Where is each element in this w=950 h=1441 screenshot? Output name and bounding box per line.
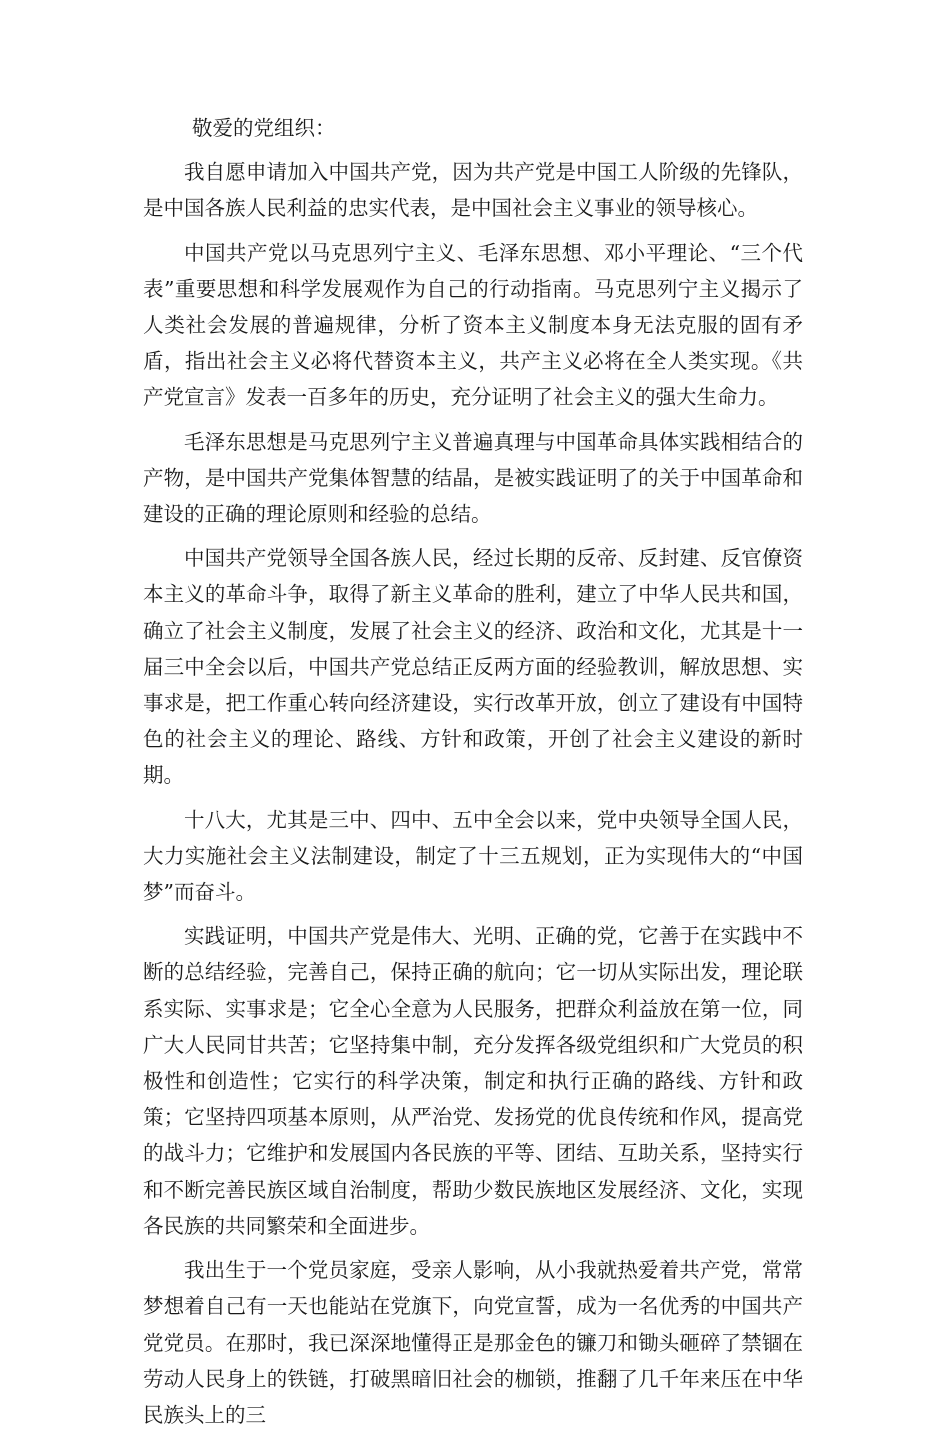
paragraph-5: 十八大，尤其是三中、四中、五中全会以来，党中央领导全国人民，大力实施社会主义法制建设，制定了十三五规划，正为实现伟大的“中国梦”而奋斗。	[143, 807, 803, 905]
paragraph-3: 毛泽东思想是马克思列宁主义普遍真理与中国革命具体实践相结合的产物，是中国共产党集体智慧的结晶，是被实践证明了的关于中国革命和建设的正确的理论原则和经验的总结。	[143, 429, 803, 527]
paragraph-1: 我自愿申请加入中国共产党，因为共产党是中国工人阶级的先锋队，是中国各族人民利益的忠实代表，是中国社会主义事业的领导核心。	[143, 160, 803, 221]
letter-page	[143, 110, 803, 1441]
paragraph-4: 中国共产党领导全国各族人民，经过长期的反帝、反封建、反官僚资本主义的革命斗争，取得了新主义革命的胜利，建立了中华人民共和国，确立了社会主义制度，发展了社会主义的经济、政治和文化，尤其是十一届三中全会以后，中国共产党总结正反两方面的经验教训，解放思想、实事求是，把工作重心转向经济建设，实行改革开放，创立了建设有中国特色的社会主义的理论、路线、方针和政策，开创了社会主义建设的新时期。	[143, 546, 803, 788]
paragraph-6: 实践证明，中国共产党是伟大、光明、正确的党，它善于在实践中不断的总结经验，完善自己，保持正确的航向；它一切从实际出发，理论联系实际、实事求是；它全心全意为人民服务，把群众利益放在第一位，同广大人民同甘共苦；它坚持集中制，充分发挥各级党组织和广大党员的积极性和创造性；它实行的科学决策，制定和执行正确的路线、方针和政策；它坚持四项基本原则，从严治党、发扬党的优良传统和作风，提高党的战斗力；它维护和发展国内各民族的平等、团结、互助关系，坚持实行和不断完善民族区域自治制度，帮助少数民族地区发展经济、文化，实现各民族的共同繁荣和全面进步。	[143, 924, 803, 1238]
paragraph-2: 中国共产党以马克思列宁主义、毛泽东思想、邓小平理论、“三个代表”重要思想和科学发展观作为自己的行动指南。马克思列宁主义揭示了人类社会发展的普遍规律，分析了资本主义制度本身无法克服的固有矛盾，指出社会主义必将代替资本主义，共产主义必将在全人类实现。《共产党宣言》发表一百多年的历史，充分证明了社会主义的强大生命力。	[143, 240, 803, 410]
salutation: 敬爱的党组织：	[192, 116, 336, 140]
paragraph-7: 我出生于一个党员家庭，受亲人影响，从小我就热爱着共产党，常常梦想着自己有一天也能站在党旗下，向党宣誓，成为一名优秀的中国共产党党员。在那时，我已深深地懂得正是那金色的镰刀和锄头砸碎了禁锢在劳动人民身上的铁链，打破黑暗旧社会的枷锁，推翻了几千年来压在中华民族头上的三	[143, 1258, 803, 1427]
